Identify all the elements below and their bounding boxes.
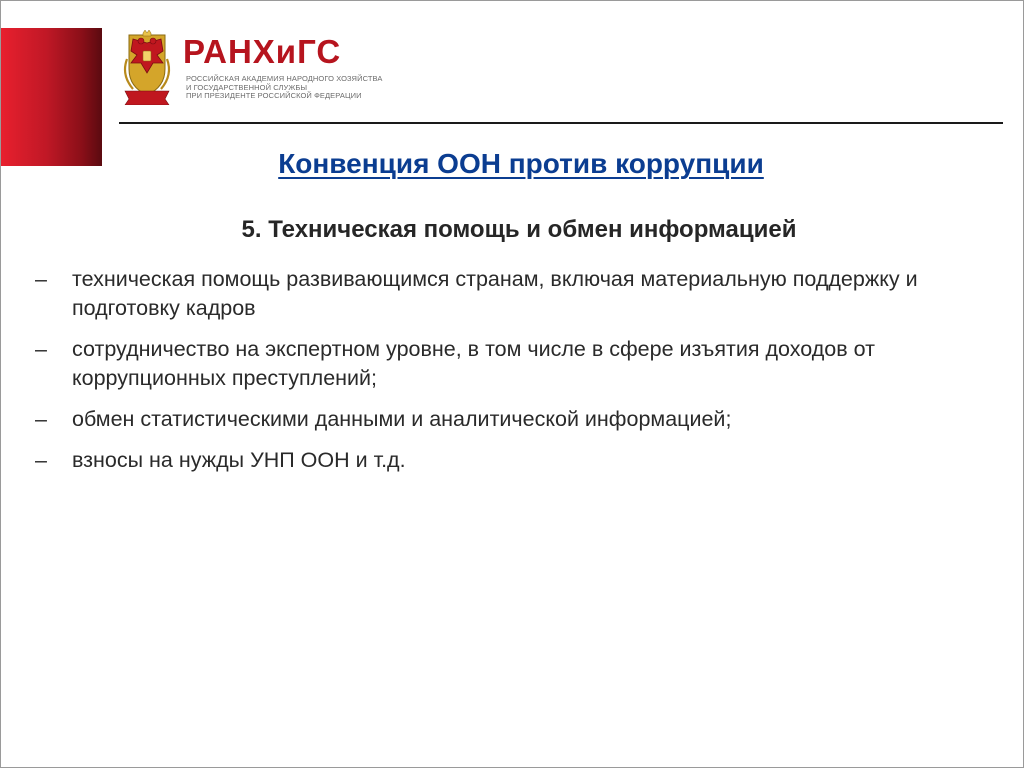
list-item-text: взносы на нужды УНП ООН и т.д.: [72, 448, 406, 472]
section-heading: [1, 215, 1023, 245]
bullet-marker: –: [35, 267, 47, 291]
list-item: [35, 265, 1010, 323]
list-item-text: обмен статистическими данными и аналитической информацией;: [72, 407, 732, 431]
list-item-text: техническая помощь развивающимся странам, включая материальную поддержку и подготовку кадров: [72, 267, 918, 320]
slide-title-link[interactable]: Конвенция ООН против коррупции: [278, 148, 764, 179]
logo-subtitle-line-1: РОССИЙСКАЯ АКАДЕМИЯ НАРОДНОГО ХОЗЯЙСТВА: [186, 74, 383, 83]
logo-subtitle-line-3: ПРИ ПРЕЗИДЕНТЕ РОССИЙСКОЙ ФЕДЕРАЦИИ: [186, 91, 362, 100]
section-heading-text: 5. Техническая помощь и обмен информацией: [241, 216, 797, 243]
list-item: [35, 405, 1010, 434]
bullet-marker: –: [35, 448, 47, 472]
ranepa-logo: [119, 29, 383, 109]
header-divider: [119, 122, 1003, 124]
logo-wordmark: РАНХиГС: [183, 33, 342, 70]
bullet-marker: –: [35, 407, 47, 431]
list-item-text: сотрудничество на экспертном уровне, в том числе в сфере изъятия доходов от коррупционных преступлений;: [72, 337, 875, 390]
bullet-marker: –: [35, 337, 47, 361]
bullet-list: [35, 265, 1010, 487]
list-item: [35, 335, 1010, 393]
double-headed-eagle-crest-icon: [119, 29, 175, 105]
logo-subtitle-line-2: И ГОСУДАРСТВЕННОЙ СЛУЖБЫ: [186, 82, 308, 92]
list-item: [35, 446, 1010, 475]
slide-title: [1, 146, 1023, 182]
